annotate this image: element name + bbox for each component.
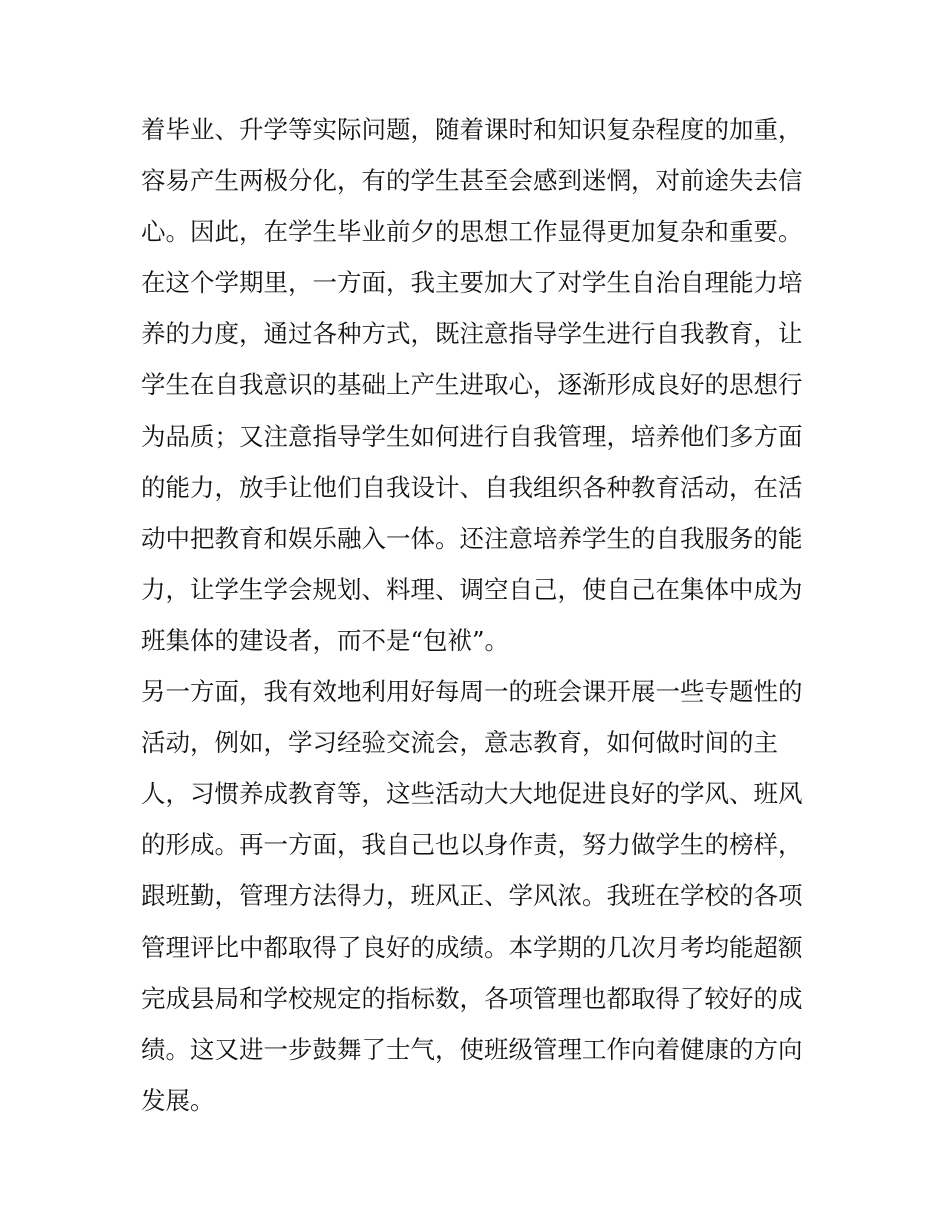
text-line: 人，习惯养成教育等，这些活动大大地促进良好的学风、班风: [141, 779, 803, 809]
text-line: 动中把教育和娱乐融入一体。还注意培养学生的自我服务的能: [141, 523, 803, 553]
text-line: 心。因此，在学生毕业前夕的思想工作显得更加复杂和重要。: [141, 217, 803, 247]
text-line: 容易产生两极分化，有的学生甚至会感到迷惘，对前途失去信: [141, 166, 803, 196]
text-line: 管理评比中都取得了良好的成绩。本学期的几次月考均能超额: [141, 932, 803, 962]
body-text: [141, 104, 821, 1126]
text-line: 力，让学生学会规划、料理、调空自己，使自己在集体中成为: [141, 574, 803, 604]
text-line: 活动，例如，学习经验交流会，意志教育，如何做时间的主: [141, 728, 778, 758]
text-line: 养的力度，通过各种方式，既注意指导学生进行自我教育，让: [141, 319, 803, 349]
text-line: 的形成。再一方面，我自己也以身作责，努力做学生的榜样，: [141, 830, 803, 860]
text-line: 的能力，放手让他们自我设计、自我组织各种教育活动，在活: [141, 472, 803, 502]
text-line: 着毕业、升学等实际问题，随着课时和知识复杂程度的加重，: [141, 115, 803, 144]
text-line: 发展。: [141, 1085, 215, 1115]
text-line: 跟班勤，管理方法得力，班风正、学风浓。我班在学校的各项: [141, 881, 803, 911]
text-line: 班集体的建设者，而不是“包袱”。: [141, 625, 510, 655]
text-line: 学生在自我意识的基础上产生进取心，逐渐形成良好的思想行: [141, 370, 803, 400]
text-line: 在这个学期里，一方面，我主要加大了对学生自治自理能力培: [141, 268, 803, 298]
text-line: 为品质；又注意指导学生如何进行自我管理，培养他们多方面: [141, 421, 803, 451]
text-line: 完成县局和学校规定的指标数，各项管理也都取得了较好的成: [141, 983, 803, 1013]
text-line: 另一方面，我有效地利用好每周一的班会课开展一些专题性的: [141, 677, 803, 707]
text-line: 绩。这又进一步鼓舞了士气，使班级管理工作向着健康的方向: [141, 1034, 803, 1064]
